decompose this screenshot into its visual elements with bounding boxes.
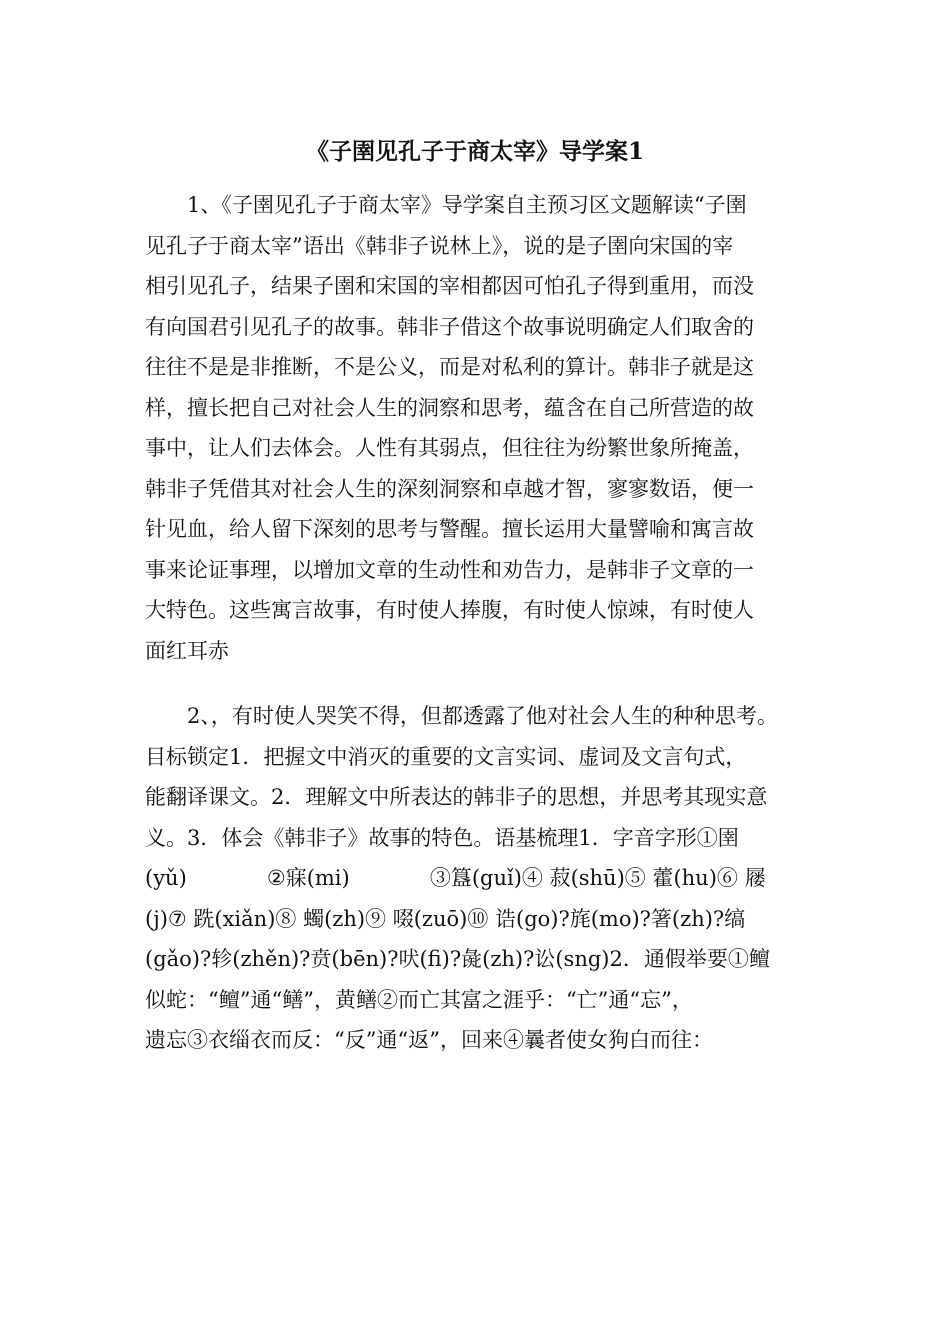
paragraph-line: (yǔ) ②寐(mi) ③簋(guǐ)④ 菽(shū)⑤ 藿(hu)⑥ 屦 xyxy=(145,866,766,890)
document-body xyxy=(145,185,825,1061)
paragraph-line: 见孔子于商太宰”语出《韩非子说林上》，说的是子圉向宋国的宰 xyxy=(145,233,734,258)
paragraph-2 xyxy=(145,696,825,1061)
paragraph-line: 针见血，给人留下深刻的思考与警醒。擅长运用大量譬喻和寓言故 xyxy=(145,517,754,541)
paragraph-line: 似蛇：“鳣”通“鳝”，黄鳝②而亡其富之涯乎：“亡”通“忘”， xyxy=(145,987,693,1012)
document-title: 《子圉见孔子于商太宰》导学案1 xyxy=(305,138,644,165)
paragraph-gap xyxy=(145,671,825,696)
paragraph-line: 事来论证事理，以增加文章的生动性和劝告力，是韩非子文章的一 xyxy=(145,557,754,582)
paragraph-line: 往往不是是非推断，不是公义，而是对私利的算计。韩非子就是这 xyxy=(145,355,754,379)
paragraph-line: 有向国君引见孔子的故事。韩非子借这个故事说明确定人们取舍的 xyxy=(145,314,754,339)
paragraph-line: 相引见孔子，结果子圉和宋国的宰相都因可怕孔子得到重用，而没 xyxy=(145,274,754,298)
paragraph-line: (j)⑦ 跣(xiǎn)⑧ 蠋(zh)⑨ 啜(zuō)⑩ 诰(go)?旄(mo)?箸(zh)?缟 xyxy=(145,906,746,931)
paragraph-line: 面红耳赤 xyxy=(145,638,229,663)
paragraph-line: 事中，让人们去体会。人性有其弱点，但往往为纷繁世象所掩盖， xyxy=(145,436,754,460)
paragraph-line: 韩非子凭借其对社会人生的深刻洞察和卓越才智，寥寥数语，便一 xyxy=(145,476,754,501)
paragraph-line: 大特色。这些寓言故事，有时使人捧腹，有时使人惊竦，有时使人 xyxy=(145,598,754,622)
paragraph-line: 遗忘③衣缁衣而反：“反”通“返”，回来④曩者使女狗白而往： xyxy=(145,1028,713,1052)
paragraph-1 xyxy=(145,185,825,671)
paragraph-line: 2、，有时使人哭笑不得，但都透露了他对社会人生的种种思考。 xyxy=(187,704,778,728)
paragraph-line: 能翻译课文。2．理解文中所表达的韩非子的思想，并思考其现实意 xyxy=(145,785,768,809)
paragraph-line: 样，擅长把自己对社会人生的洞察和思考，蕴含在自己所营造的故 xyxy=(145,395,754,420)
paragraph-line: (gǎo)?轸(zhěn)?贲(bēn)?吠(fi)?彘(zh)?讼(sng)2．通假举要①鳣 xyxy=(145,947,770,971)
paragraph-line: 1、《子圉见孔子于商太宰》导学案自主预习区文题解读“子圉 xyxy=(187,193,747,217)
paragraph-line: 义。3．体会《韩非子》故事的特色。语基梳理1．字音字形①圉 xyxy=(145,825,739,850)
paragraph-line: 目标锁定1．把握文中消灭的重要的文言实词、虚词及文言句式， xyxy=(145,744,747,769)
